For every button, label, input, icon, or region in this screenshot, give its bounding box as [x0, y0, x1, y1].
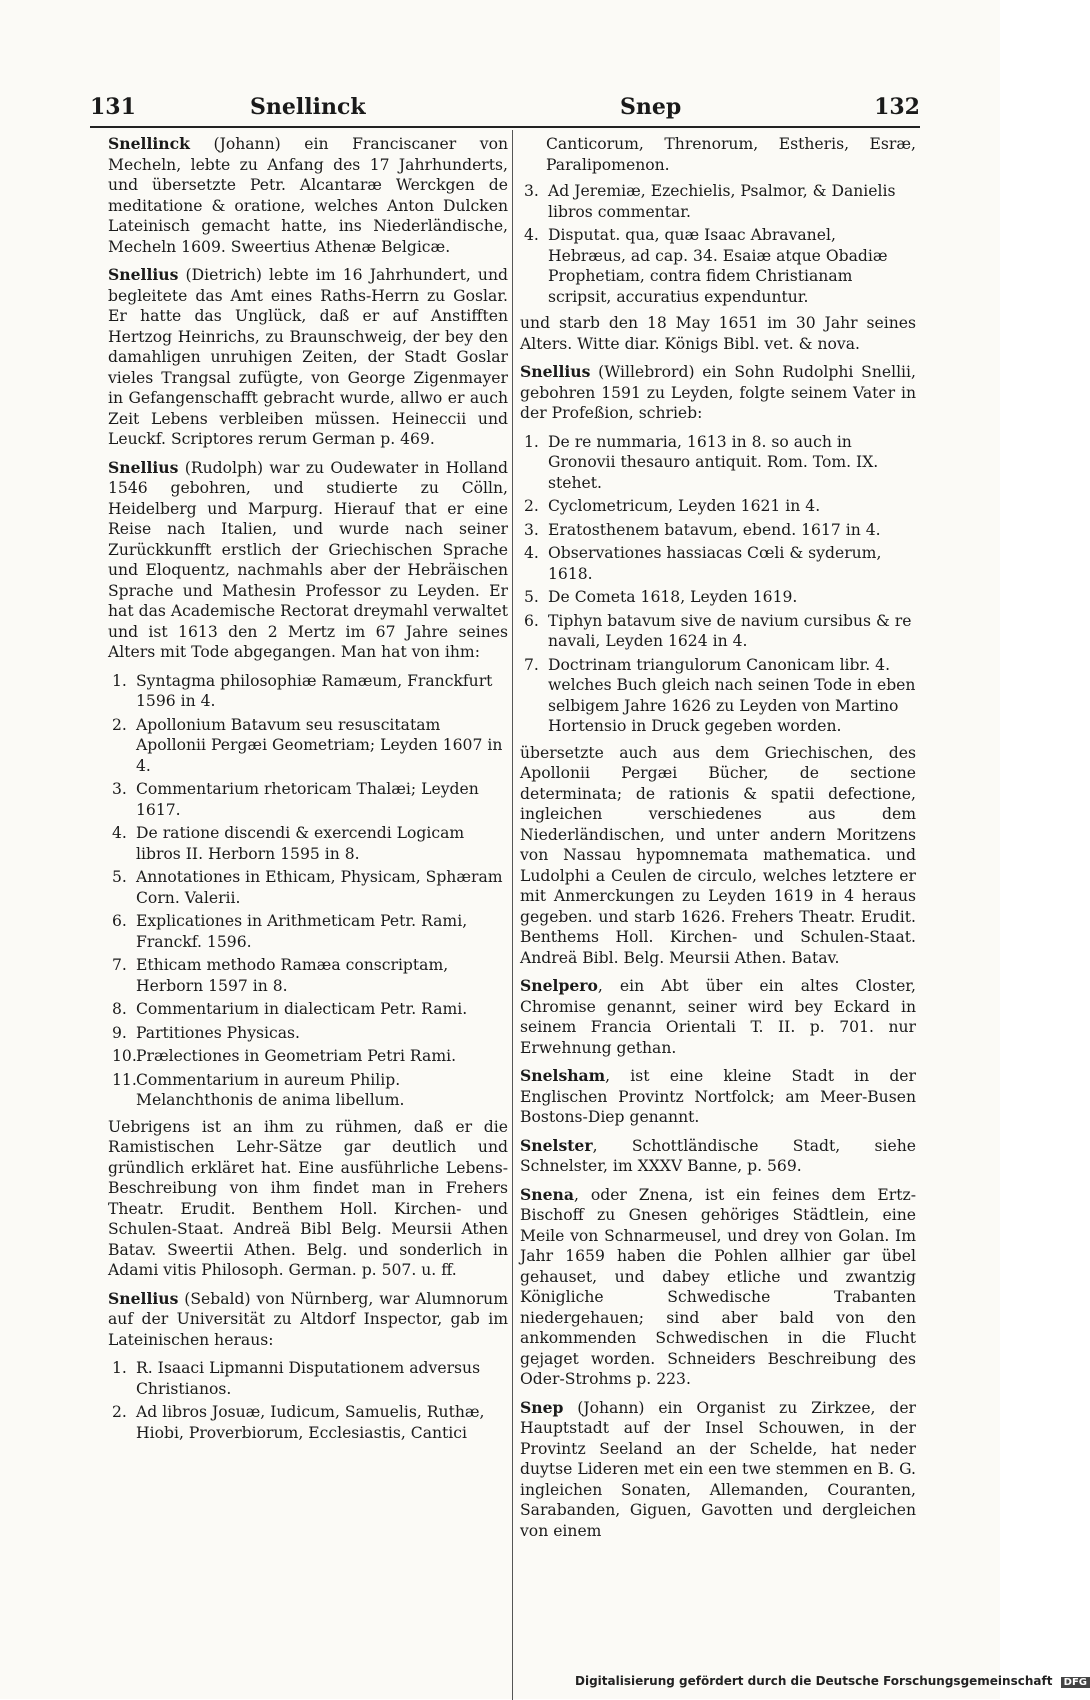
lemma: Snena [520, 1184, 574, 1204]
list-item: 2. Cyclometricum, Leyden 1621 in 4. [524, 497, 821, 515]
list-item: 3. Ad Jeremiæ, Ezechielis, Psalmor, & Danielis libros commentar. [524, 182, 896, 221]
entry-text: (Sebald) von Nürnberg, war Alumnorum auf der Universität zu Altdorf Inspector, gab im Lateinischen heraus: [108, 1289, 508, 1349]
lemma: Snelsham [520, 1066, 606, 1085]
entry-snelsham [520, 1066, 916, 1128]
lemma: Snellius [108, 1288, 179, 1308]
list-item: 8. Commentarium in dialecticam Petr. Rami. [112, 1000, 468, 1018]
list-item: 2. Apollonium Batavum seu resuscitatam Apollonii Pergæi Geometriam; Leyden 1607 in 4. [112, 715, 503, 775]
lemma: Snellius [108, 457, 179, 477]
entry-snelpero [520, 976, 916, 1058]
list-continuation: Canticorum, Threnorum, Estheris, Esræ, Paralipomenon. [546, 135, 916, 174]
lemma: Snellius [108, 265, 179, 284]
entry-snelster [520, 1136, 916, 1177]
works-list-sebald-cont [520, 181, 916, 307]
list-item: 6. Explicationes in Arithmeticam Petr. Rami, Franckf. 1596. [112, 912, 468, 951]
list-item: 4. De ratione discendi & exercendi Logicam libros II. Herborn 1595 in 8. [112, 824, 465, 863]
entry-text: (Rudolph) war zu Oudewater in Holland 1546 gebohren, und studierte zu Cölln, Heidelberg und Marpurg. Hierauf that er eine Reise nach Italien, und wurde nach seiner Zurückkunfft erstlich der Griechischen Sprache und Eloquentz, nachmahls aber der Hebräischen Sprache und Mathesin Professor zu Leyden. Er hat das Academische Rectorat dreymahl verwaltet und ist 1613 den 2 Mertz im 67 Jahre seines Alters mit Tode abgegangen. Man hat von ihm: [108, 458, 508, 661]
entry-snellinck-johann [108, 134, 508, 257]
list-item: 9. Partitiones Physicas. [112, 1023, 300, 1042]
entry-snellius-dietrich [108, 265, 508, 450]
list-item: 7. Doctrinam triangulorum Canonicam libr. 4. welches Buch gleich nach seinen Tode in eben selbigem Jahre 1626 zu Leyden von Martino Hortensio in Druck gegeben worden. [524, 655, 916, 735]
lemma: Snelster [520, 1135, 593, 1155]
list-item: 6. Tiphyn batavum sive de navium cursibus & re navali, Leyden 1624 in 4. [524, 611, 912, 650]
dfg-logo: DFG [1061, 1677, 1090, 1688]
works-list-willebrord [520, 432, 916, 737]
digitization-footer [575, 1674, 1087, 1696]
entry-snellius-sebald [108, 1289, 508, 1351]
right-column [520, 134, 916, 1549]
list-item: 11. Commentarium in aureum Philip. Melanchthonis de anima libellum. [112, 1070, 405, 1109]
running-head-right: Snep [620, 94, 682, 120]
list-item: 3. Commentarium rhetoricam Thalæi; Leyden 1617. [112, 780, 479, 819]
footer-text: Digitalisierung gefördert durch die Deutsche Forschungsgemeinschaft [575, 1674, 1053, 1688]
entry-text: (Dietrich) lebte im 16 Jahrhundert, und begleitete das Amt eines Raths-Herrn zu Goslar. Er hatte das Unglück, daß er auf Anstifften Hertzog Heinrichs, zu Braunschweig, der bey den damahligen unruhigen Zeiten, der Stadt Goslar vieles Trangsal zufügte, von George Zigenmayer in Gefangenschafft gebracht wurde, allwo er auch Zeit Lebens verbleiben müssen. Heineccii und Leuckf. Scriptores rerum German p. 469. [108, 266, 508, 448]
lemma: Snelpero [520, 976, 598, 995]
page-number-left: 131 [90, 94, 136, 120]
entry-text: (Johann) ein Franciscaner von Mecheln, lebte zu Anfang des 17 Jahrhunderts, und übersetzte Petr. Alcantaræ Werckgen de meditatione & oratione, welches Anton Dulcken Lateinisch gemacht hatte, ins Niederländische, Mecheln 1609. Sweertius Athenæ Belgicæ. [108, 135, 508, 256]
entry-text: , ein Abt über ein altes Closter, Chromise genannt, seiner wird bey Eckard in seinem Francia Orientali T. II. p. 701. nur Erwehnung gethan. [520, 977, 916, 1057]
column-divider [512, 130, 513, 1700]
entry-snep-johann [520, 1398, 916, 1542]
entry-snellius-willebrord [520, 362, 916, 424]
lemma: Snellius [520, 362, 591, 381]
list-item: 3. Eratosthenem batavum, ebend. 1617 in 4. [524, 520, 881, 539]
lemma: Snep [520, 1397, 564, 1417]
list-item: 10. Prælectiones in Geometriam Petri Rami. [112, 1047, 457, 1065]
lemma: Snellinck [108, 134, 190, 153]
left-column [108, 134, 508, 1449]
header-rule [90, 126, 920, 128]
entry-text: (Willebrord) ein Sohn Rudolphi Snellii, gebohren 1591 zu Leyden, folgte seinem Vater in der Profeßion, schrieb: [520, 363, 916, 422]
entry-continuation: übersetzte auch aus dem Griechischen, des Apollonii Pergæi Bücher, de sectione determinata; de rationis & spatii defectione, ingleichen verschiedenes aus dem Niederländischen, und unter andern Moritzens von Nassau hypomnemata mathematica. und Ludolphi a Ceulen de circulo, welches letztere er mit Anmerckungen zu Leyden 1619 in 4 heraus gegeben. und starb 1626. Frehers Theatr. Erudit. Benthems Holl. Kirchen- und Schulen-Staat. Andreä Bibl. Belg. Meursii Athen. Batav. [520, 743, 916, 967]
list-item: 5. De Cometa 1618, Leyden 1619. [524, 588, 798, 606]
list-item: 5. Annotationes in Ethicam, Physicam, Sphæram Corn. Valerii. [112, 868, 503, 907]
list-item: 7. Ethicam methodo Ramæa conscriptam, Herborn 1597 in 8. [112, 956, 449, 995]
entry-text: (Johann) ein Organist zu Zirkzee, der Hauptstadt auf der Insel Schouwen, in der Provintz Seeland an der Schelde, hat neder duytse Lideren met ein een twe stemmen en B. G. ingleichen Sonaten, Allemanden, Couranten, Sarabanden, Giguen, Gavotten und dergleichen von einem [520, 1398, 916, 1540]
list-item: 4. Observationes hassiacas Cœli & syderum, 1618. [524, 544, 882, 583]
entry-continuation: Uebrigens ist an ihm zu rühmen, daß er die Ramistischen Lehr-Sätze gar deutlich und gründlich erkläret hat. Eine ausführliche Lebens-Beschreibung von ihm findet man in Frehers Theatr. Erudit. Benthem Holl. Kirchen- und Schulen-Staat. Andreä Bibl Belg. Meursii Athen Batav. Sweertii Athen. Belg. und sonderlich in Adami vitis Philosoph. German. p. 507. u. ff. [108, 1117, 508, 1279]
page-header [90, 94, 920, 128]
list-item: 1. Syntagma philosophiæ Ramæum, Franckfurt 1596 in 4. [112, 671, 493, 710]
entry-snellius-rudolph [108, 458, 508, 663]
list-item: 1. R. Isaaci Lipmanni Disputationem adversus Christianos. [112, 1359, 481, 1398]
entry-snena [520, 1185, 916, 1390]
works-list-sebald [108, 1358, 508, 1443]
list-item: 2. Ad libros Josuæ, Iudicum, Samuelis, Ruthæ, Hiobi, Proverbiorum, Ecclesiastis, Cantici [112, 1403, 485, 1442]
entry-text: , oder Znena, ist ein feines dem Ertz-Bischoff zu Gnesen gehöriges Städtlein, eine Meile von Schnarmeusel, und drey von Golan. Im Jahr 1659 haben die Pohlen allhier gar übel gehauset, und dabey etliche und zwantzig Königliche Schwedische Trabanten niedergehauen; sind aber bald von den ankommenden Schwedischen in die Flucht gejaget worden. Schneiders Beschreibung des Oder-Strohms p. 223. [520, 1185, 916, 1388]
list-item: 4. Disputat. qua, quæ Isaac Abravanel, Hebræus, ad cap. 34. Esaiæ atque Obadiæ Prophetiam, contra fidem Christianam scripsit, accuratius expenduntur. [524, 226, 888, 306]
entry-continuation: und starb den 18 May 1651 im 30 Jahr seines Alters. Witte diar. Königs Bibl. vet. & nova. [520, 314, 916, 353]
running-head-left: Snellinck [250, 94, 366, 120]
entry-text: , Schottländische Stadt, siehe Schnelster, im XXXV Banne, p. 569. [520, 1136, 916, 1175]
works-list-rudolph [108, 671, 508, 1111]
list-item: 1. De re nummaria, 1613 in 8. so auch in Gronovii thesauro antiquit. Rom. Tom. IX. stehet. [524, 432, 879, 492]
page-number-right: 132 [874, 94, 920, 120]
entry-text: , ist eine kleine Stadt in der Englischen Provintz Nortfolck; am Meer-Busen Bostons-Diep genannt. [520, 1067, 916, 1126]
